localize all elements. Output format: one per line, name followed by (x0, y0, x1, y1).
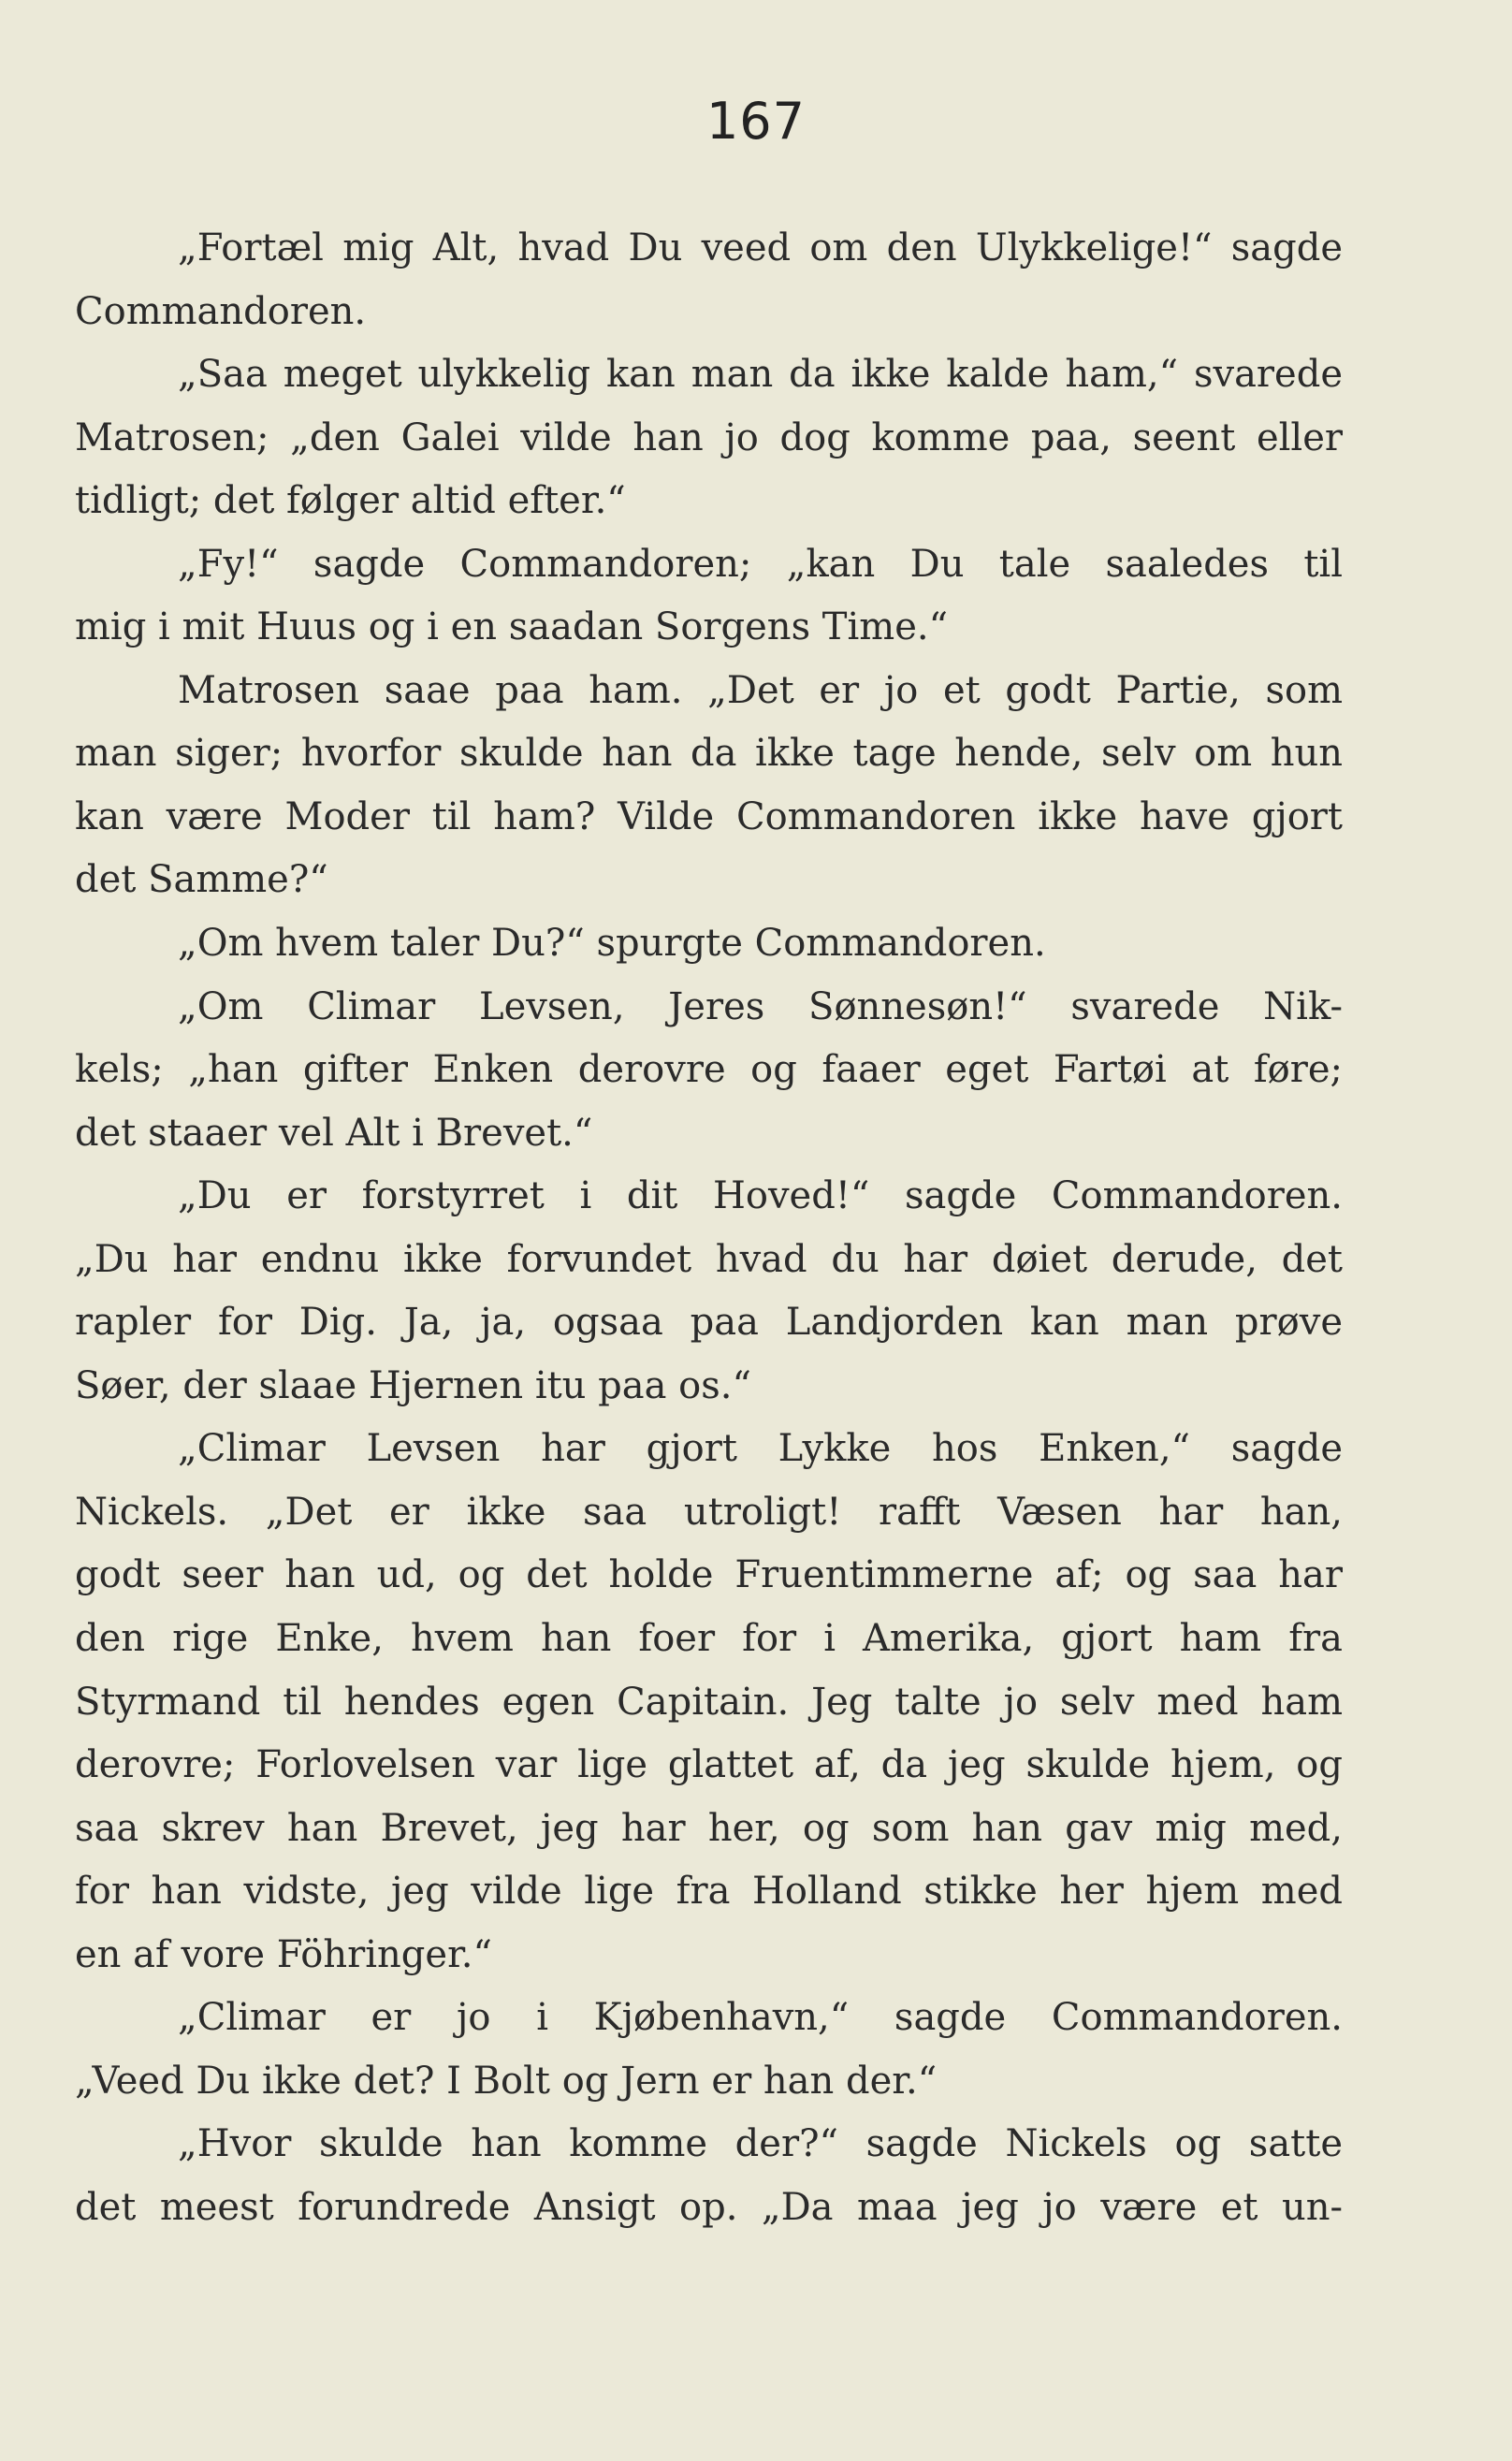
text-line: man siger; hvorfor skulde han da ikke tage hende, selv om hun (75, 732, 1343, 776)
text-line: det staaer vel Alt i Brevet.“ (75, 1111, 593, 1155)
text-line: Commandoren. (75, 289, 367, 333)
text-line: den rige Enke, hvem han foer for i Amerika, gjort ham fra (75, 1617, 1343, 1661)
text-line: „Climar er jo i Kjøbenhavn,“ sagde Commandoren. (178, 1996, 1343, 2040)
text-line: Matrosen; „den Galei vilde han jo dog komme paa, seent eller (75, 415, 1343, 459)
text-line: Nickels. „Det er ikke saa utroligt! rafft Væsen har han, (75, 1490, 1343, 1534)
text-line: tidligt; det følger altid efter.“ (75, 479, 626, 523)
page-number: 167 (705, 92, 807, 151)
text-line: saa skrev han Brevet, jeg har her, og som han gav mig med, (75, 1806, 1343, 1850)
body-text (75, 217, 1343, 2240)
text-line: en af vore Föhringer.“ (75, 1932, 492, 1976)
text-line: godt seer han ud, og det holde Fruentimmerne af; og saa har (75, 1553, 1343, 1597)
text-line: „Du har endnu ikke forvundet hvad du har døiet derude, det (75, 1237, 1343, 1281)
text-line: „Veed Du ikke det? I Bolt og Jern er han der.“ (75, 2059, 938, 2103)
text-line: Søer, der slaae Hjernen itu paa os.“ (75, 1363, 751, 1407)
text-line: „Om hvem taler Du?“ spurgte Commandoren. (178, 922, 1046, 966)
text-line: „Climar Levsen har gjort Lykke hos Enken,“ sagde (178, 1427, 1343, 1471)
text-line: Matrosen saae paa ham. „Det er jo et godt Partie, som (178, 668, 1343, 712)
text-line: derovre; Forlovelsen var lige glattet af, da jeg skulde hjem, og (75, 1743, 1343, 1787)
text-line: det Samme?“ (75, 858, 328, 902)
text-line: „Om Climar Levsen, Jeres Sønnesøn!“ svarede Nik- (178, 984, 1343, 1028)
text-line: „Fy!“ sagde Commandoren; „kan Du tale saaledes til (178, 542, 1343, 586)
text-line: for han vidste, jeg vilde lige fra Holland stikke her hjem med (75, 1870, 1343, 1914)
text-line: Styrmand til hendes egen Capitain. Jeg talte jo selv med ham (75, 1680, 1343, 1724)
text-line: „Hvor skulde han komme der?“ sagde Nickels og satte (178, 2122, 1343, 2166)
text-line: „Saa meget ulykkelig kan man da ikke kalde ham,“ svarede (178, 353, 1343, 397)
text-line: „Du er forstyrret i dit Hoved!“ sagde Commandoren. (178, 1174, 1343, 1218)
text-line: „Fortæl mig Alt, hvad Du veed om den Ulykkelige!“ sagde (178, 226, 1343, 269)
text-line: mig i mit Huus og i en saadan Sorgens Time.“ (75, 605, 949, 649)
text-line: rapler for Dig. Ja, ja, ogsaa paa Landjorden kan man prøve (75, 1301, 1343, 1345)
text-line: kan være Moder til ham? Vilde Commandoren ikke have gjort (75, 794, 1343, 838)
text-line: det meest forundrede Ansigt op. „Da maa jeg jo være et un- (75, 2185, 1343, 2229)
text-line: kels; „han gifter Enken derovre og faaer eget Fartøi at føre; (75, 1048, 1343, 1092)
